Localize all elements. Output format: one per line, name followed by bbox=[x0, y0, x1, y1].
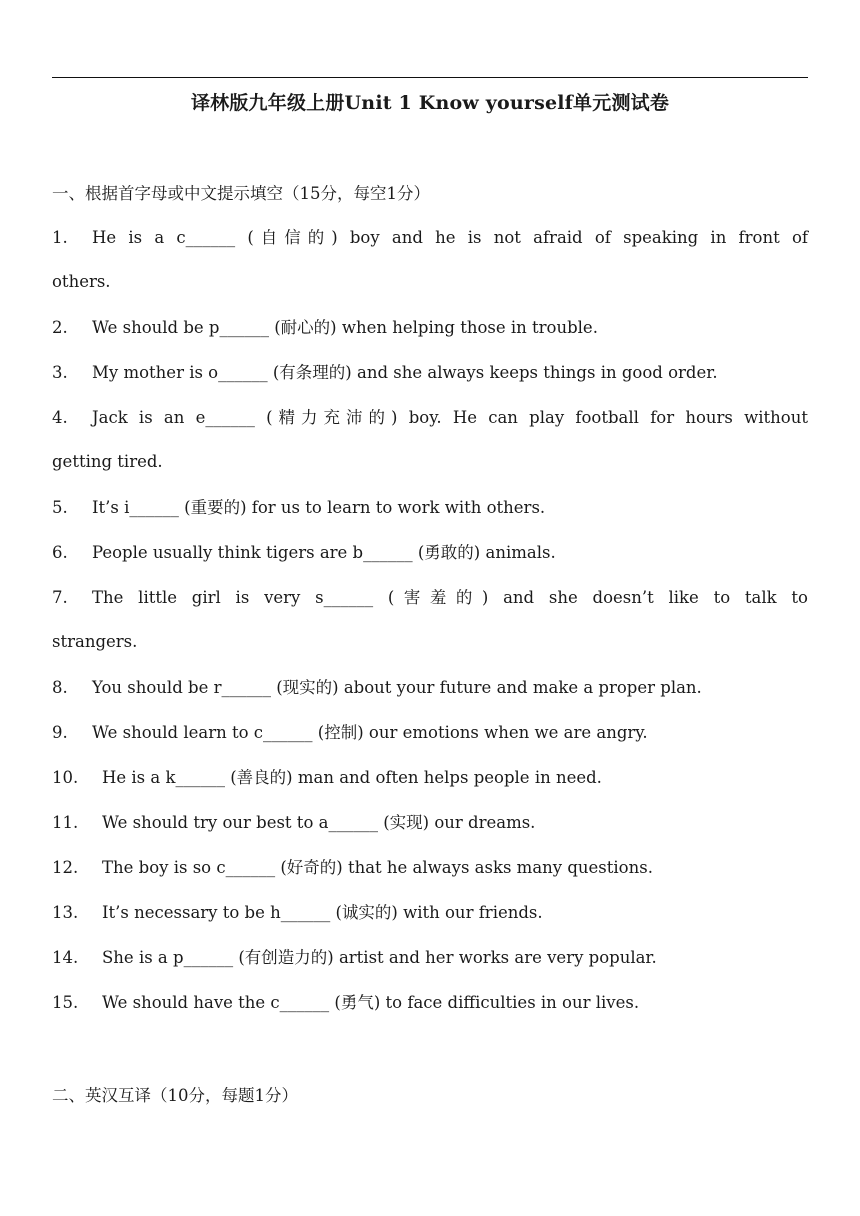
question-number: 14. bbox=[52, 948, 79, 967]
question-item bbox=[52, 755, 808, 800]
question-item bbox=[52, 305, 808, 350]
question-number: 7. bbox=[52, 588, 68, 607]
question-text: We should learn to c______ (控制) our emotions when we are angry. bbox=[92, 723, 648, 742]
question-item bbox=[52, 710, 808, 755]
question-item bbox=[52, 980, 808, 1025]
question-item bbox=[52, 575, 808, 620]
question-number: 9. bbox=[52, 723, 68, 742]
question-number: 6. bbox=[52, 543, 68, 562]
question-number: 4. bbox=[52, 408, 68, 427]
question-text: We should have the c______ (勇气) to face difficulties in our lives. bbox=[102, 993, 640, 1012]
question-item bbox=[52, 395, 808, 440]
question-item bbox=[52, 350, 808, 395]
question-item bbox=[52, 845, 808, 890]
question-text: You should be r______ (现实的) about your future and make a proper plan. bbox=[92, 678, 702, 697]
question-text: The little girl is very s______ (害羞的) and she doesn’t like to talk to bbox=[92, 588, 808, 607]
question-number: 12. bbox=[52, 858, 79, 877]
header-rule bbox=[52, 77, 808, 78]
question-text: It’s i______ (重要的) for us to learn to work with others. bbox=[92, 498, 546, 517]
question-number: 5. bbox=[52, 498, 68, 517]
question-text: My mother is o______ (有条理的) and she always keeps things in good order. bbox=[92, 363, 718, 382]
question-text: It’s necessary to be h______ (诚实的) with our friends. bbox=[102, 903, 543, 922]
question-continuation: strangers. bbox=[52, 632, 138, 651]
question-text: The boy is so c______ (好奇的) that he always asks many questions. bbox=[102, 858, 653, 877]
question-text: We should try our best to a______ (实现) our dreams. bbox=[102, 813, 536, 832]
section1-heading: 一、根据首字母或中文提示填空（15分，每空1分） bbox=[52, 184, 430, 203]
question-continuation: others. bbox=[52, 272, 111, 291]
question-continuation: getting tired. bbox=[52, 452, 163, 471]
question-item bbox=[52, 485, 808, 530]
question-text: We should be p______ (耐心的) when helping those in trouble. bbox=[92, 318, 598, 337]
question-item bbox=[52, 530, 808, 575]
question-text: She is a p______ (有创造力的) artist and her works are very popular. bbox=[102, 948, 657, 967]
question-number: 10. bbox=[52, 768, 79, 787]
question-number: 2. bbox=[52, 318, 68, 337]
question-text: Jack is an e______ (精力充沛的) boy. He can play football for hours without bbox=[92, 408, 808, 427]
question-item bbox=[52, 665, 808, 710]
question-text: People usually think tigers are b______ (勇敢的) animals. bbox=[92, 543, 556, 562]
question-number: 8. bbox=[52, 678, 68, 697]
question-item bbox=[52, 215, 808, 260]
question-number: 3. bbox=[52, 363, 68, 382]
question-item bbox=[52, 800, 808, 845]
question-number: 13. bbox=[52, 903, 79, 922]
question-item bbox=[52, 890, 808, 935]
page-title: 译林版九年级上册Unit 1 Know yourself单元测试卷 bbox=[190, 92, 670, 114]
question-number: 1. bbox=[52, 228, 68, 247]
question-number: 11. bbox=[52, 813, 79, 832]
section2-heading: 二、英汉互译（10分，每题1分） bbox=[52, 1086, 298, 1105]
question-text: He is a c______ (自信的) boy and he is not afraid of speaking in front of bbox=[92, 228, 808, 247]
question-item bbox=[52, 935, 808, 980]
question-number: 15. bbox=[52, 993, 79, 1012]
question-text: He is a k______ (善良的) man and often helps people in need. bbox=[102, 768, 602, 787]
